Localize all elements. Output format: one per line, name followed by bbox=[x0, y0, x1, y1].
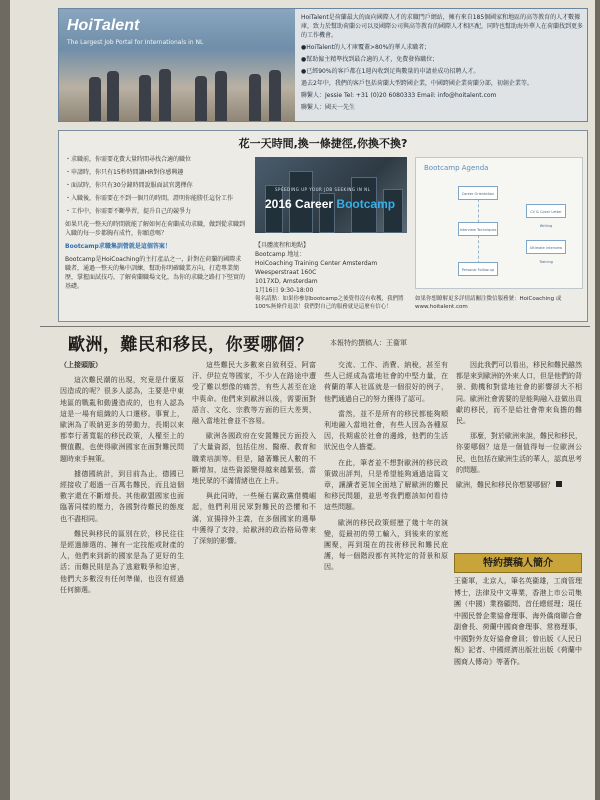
article-paragraph: 這次難民潮的出現，究竟是什麼原因造成的呢？很多人認為，主要是中東地區的戰亂和動盪造成的，也有人認為這是一場有組織的人口遷移。事實上，歐洲為了吸納更多的勞動力，長期以來都奉行著寬鬆的移民政策，人權至上的價值觀，也使得歐洲國家在面對難民問題時束手無策。 bbox=[60, 376, 184, 463]
ad2-paragraph: 如果只花一整天的時間就能了解如何在荷蘭成功求職，做到從求職到入職的每一步都胸有成竹，你願意嗎？ bbox=[65, 221, 246, 237]
agenda-item: Career Orientation bbox=[458, 186, 498, 200]
article-paragraph: 據德國統計，到目前為止，德國已經接收了超過一百萬名難民，而且這個數字還在不斷增長。其他歐盟國家也面臨著同樣的壓力，各國對待難民的態度也不盡相同。 bbox=[60, 469, 184, 523]
agenda-item: CV & Cover Letter Writing bbox=[526, 204, 566, 218]
ad1-paragraph: 過去2年中，我們的客戶包括荷蘭大型跨國企業，中國跨國企業荷蘭分部，初創企業等。 bbox=[301, 80, 533, 87]
ad2-bullet: ・求職前，你需要花費大量時間尋找合適的職位 bbox=[65, 156, 192, 163]
page-header-strip bbox=[10, 0, 595, 8]
ad1-contact: 聯繫人：國天一先生 bbox=[301, 104, 356, 111]
article-column-4 bbox=[456, 360, 582, 495]
author-intro-text: 王衞軍，北京人，筆名英衞雄，工商管理博士，法律及中文專業，香港上市公司集團（中國）業務顧問、首任總經理；現任中國民營企業協會理事、海外僑商聯合會副會長、荷蘭中國商會理事、常務理事，中國對外友好協會會員；曾出版《人民日報》記者、中國經濟出版社出版《荷蘭中國商人傳奇》等著作。 bbox=[454, 577, 582, 666]
article-paragraph: 難民與移民的區別在於，移民往往是經過篩選的、擁有一定技能或財產的人，他們來到新的國家是為了更好的生活；而難民則是為了逃避戰爭和迫害，他們大多數沒有任何準備，也沒有經過任何篩選。 bbox=[60, 529, 184, 594]
article-paragraph: 那麼，對於歐洲來說，難民和移民，你要哪個？這是一個值得每一位歐洲公民，也包括在歐洲生活的華人，認真思考的問題。 bbox=[456, 432, 582, 474]
bootcamp-advertisement bbox=[58, 130, 588, 322]
banner-subtitle: SPEEDING UP YOUR JOB SEEKING IN NL bbox=[275, 187, 371, 192]
bootcamp-refund-note: 報名請點：如果你參加bootcamp之後覺得沒有收穫，我們將100%無條件退款！我們對自己的服務就是這麼有信心！ bbox=[255, 296, 404, 310]
banner-title: 2016 Career Bootcamp bbox=[265, 197, 396, 211]
article-paragraph: 與此同時，一些極右翼政黨借機崛起，他們利用民眾對難民的恐懼和不滿，宣揚排外主義，在多個國家的選舉中獲得了支持，給歐洲的政治格局帶來了深刻的影響。 bbox=[192, 492, 316, 546]
article-headline: 歐洲，難民和移民，你要哪個？ bbox=[68, 335, 313, 355]
ad1-paragraph: ●幫助僱主精準找到最合適的人才，免費發佈職位； bbox=[301, 56, 439, 63]
ad1-text-block bbox=[301, 13, 585, 115]
bootcamp-venue: 【具體流程和地點】 Bootcamp 地址： HoiCoaching Training Center Amsterdam Weesperstraat 160C 1017XD, Amsterdam 1月16日 9:30-18:00 bbox=[255, 242, 378, 294]
ad1-paragraph: ●已經90%的客戶都在1週內收到足夠數量的申請並成功招聘人才。 bbox=[301, 68, 480, 75]
ad2-bullet: ・面試時，你只有30分鐘時間說服面試官選擇你 bbox=[65, 182, 193, 189]
article-column-2 bbox=[192, 360, 316, 551]
ad2-highlight: Bootcamp求職集訓營就是這個答案！ bbox=[65, 243, 171, 250]
bootcamp-contact-note: 如果你想瞭解更多詳情請關注微信服務號：HoiCoaching 或 www.hoitalent.com bbox=[415, 296, 562, 310]
ad-photo bbox=[59, 9, 295, 121]
bootcamp-ad-text bbox=[65, 155, 247, 295]
article-byline: 本報特約撰稿人：王衞軍 bbox=[330, 339, 407, 347]
ad1-contact: 聯繫人：Jessie Tel: +31 (0)20 6080333 Email: info@hoitalent.com bbox=[301, 92, 497, 99]
agenda-item: Interview Techniques bbox=[458, 222, 498, 236]
author-intro-heading: 特約撰稿人簡介 bbox=[454, 553, 582, 573]
continued-note: （上接頭版） bbox=[60, 361, 102, 369]
article-paragraph: 這些難民大多數來自敘利亞、阿富汗、伊拉克等國家，不少人在路途中遭受了難以想像的痛苦，有些人甚至在途中喪命。他們來到歐洲以後，需要面對語言、文化、宗教等方面的巨大差異，融入當地社會並不容易。 bbox=[192, 361, 316, 426]
article-column-1 bbox=[60, 360, 184, 600]
ad1-paragraph: ●HoiTalent的人才庫覆蓋>80%的華人求職者； bbox=[301, 44, 431, 51]
article-paragraph: 歐洲各國政府在安置難民方面投入了大量資源，包括住房、醫療、教育和職業培訓等。但是，隨著難民人數的不斷增加，這些資源變得越來越緊張，當地民眾的不滿情緒也在上升。 bbox=[192, 432, 316, 486]
end-mark-icon bbox=[556, 481, 562, 487]
ad2-bullet: ・工作中，你需要不斷學習，提升自己的競爭力 bbox=[65, 208, 192, 215]
hoitalent-tagline: The Largest Job Portal for Internationals in NL bbox=[67, 39, 204, 46]
ad2-paragraph: Bootcamp是HoiCoaching的主打產品之一，針對在荷蘭的國際求職者，通過一整天的集中訓練，幫助你明確職業方向，打造專業簡歷，掌握面試技巧，了解荷蘭職場文化，為你的求職之路打下堅實的基礎。 bbox=[65, 256, 246, 290]
newspaper-page bbox=[10, 0, 595, 800]
article-paragraph: 交流、工作、消費、納稅，甚至有些人已經成為當地社會的中堅力量，在荷蘭的華人社區就是一個很好的例子，他們通過自己的努力獲得了認可。 bbox=[324, 361, 448, 403]
section-divider bbox=[40, 326, 590, 327]
article-paragraph: 因此我們可以看出，移民和難民雖然都是來到歐洲的外來人口，但是他們的背景、動機和對當地社會的影響卻大不相同。歐洲社會需要的是能夠融入並做出貢獻的移民，而不是給社會帶來負擔的難民。 bbox=[456, 361, 582, 426]
article-closing-line: 歐洲，難民和移民你想要哪個？ bbox=[456, 480, 582, 491]
career-bootcamp-banner bbox=[255, 157, 407, 233]
article-column-3 bbox=[324, 360, 448, 578]
article-paragraph: 歐洲的移民政策經歷了幾十年的演變，從最初的勞工輸入，到後來的家庭團聚，再到現在的技術移民和難民庇護，每一個階段都有其特定的背景和原因。 bbox=[324, 518, 448, 572]
ad1-paragraph: HoiTalent是荷蘭最大的面向國際人才的求職門戶網站，擁有來自185個國家和地區的高等教育的人才數據庫，致力於幫助荷蘭公司以及國際公司與高等教育的國際人才相匹配，同時也幫助海外華人在荷蘭找到更多的工作機會。 bbox=[301, 14, 584, 39]
article-paragraph: 當然，並不是所有的移民都能夠順利地融入當地社會，有些人因為各種原因，長期處於社會的邊緣，他們的生活狀況也令人擔憂。 bbox=[324, 409, 448, 452]
hoitalent-advertisement bbox=[58, 8, 588, 122]
bootcamp-agenda-diagram bbox=[415, 157, 583, 289]
agenda-title: Bootcamp Agenda bbox=[424, 164, 489, 172]
agenda-item: Personal Follow-up bbox=[458, 262, 498, 276]
bootcamp-ad-title: 花一天時間,換一條捷徑,你換不換? bbox=[238, 137, 408, 150]
hoitalent-logo: HoiTalent bbox=[67, 17, 140, 34]
article-paragraph: 在此，筆者並不想對歐洲的移民政策做出評判，只是希望能夠通過這篇文章，讓讀者更加全面地了解歐洲的難民和移民問題，並思考我們應該如何看待這些問題。 bbox=[324, 458, 448, 512]
agenda-item: Ultimate Interview Training bbox=[526, 240, 566, 254]
ad2-bullet: ・入職後，你需要在不到一個月的時間，證明你能勝任這份工作 bbox=[65, 195, 234, 202]
ad2-bullet: ・申請時，你只有15秒時間讓HR對你感興趣 bbox=[65, 169, 184, 176]
